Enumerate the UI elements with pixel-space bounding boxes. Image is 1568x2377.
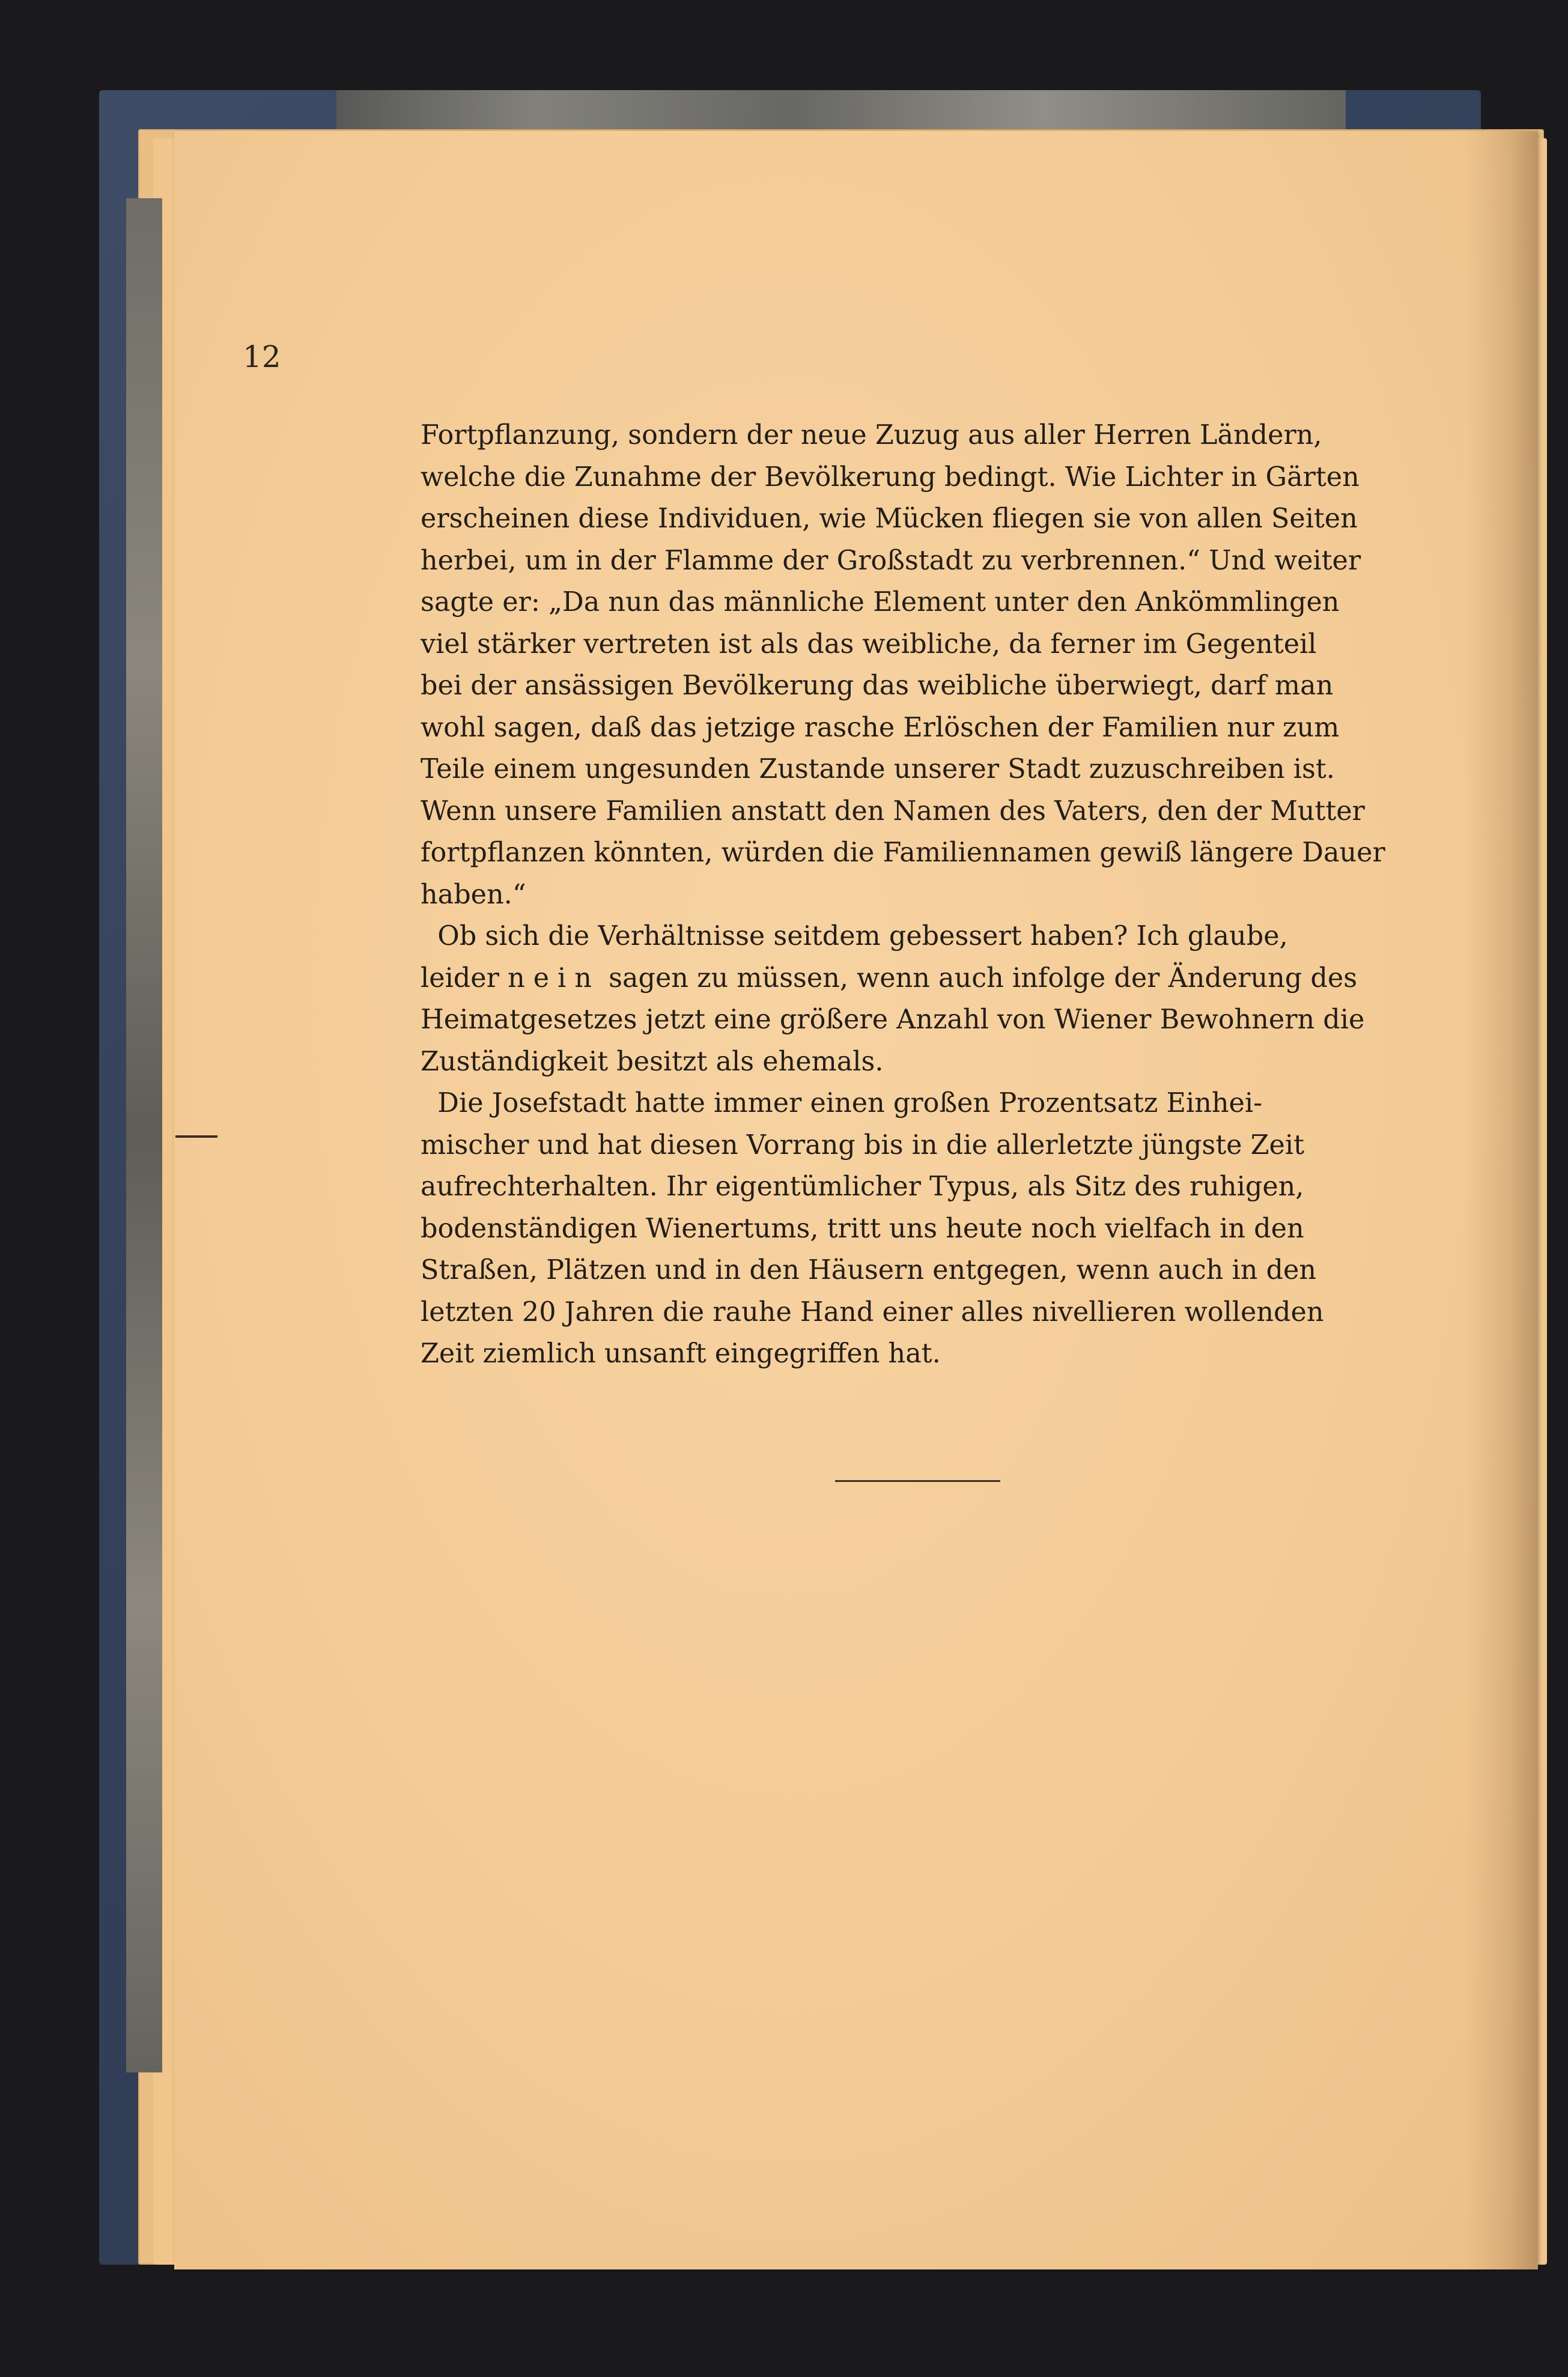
text-line: viel stärker vertreten ist als das weibliche, da ferner im Gegenteil (421, 628, 1317, 660)
text-line: aufrechterhalten. Ihr eigentümlicher Typus, als Sitz des ruhigen, (421, 1171, 1304, 1202)
text-line: Heimatgesetzes jetzt eine größere Anzahl von Wiener Bewohnern die (421, 1004, 1365, 1035)
text-line: Zuständigkeit besitzt als ehemals. (421, 1046, 884, 1077)
text-line: herbei, um in der Flamme der Großstadt zu verbrennen.“ Und weiter (421, 545, 1361, 576)
text-line: Teile einem ungesunden Zustande unserer Stadt zuzuschreiben ist. (421, 754, 1335, 785)
marbled-edge-left (126, 198, 162, 2072)
emphasis-nein: nein (508, 962, 600, 994)
end-rule (835, 1480, 1000, 1482)
word-leider: leider (421, 962, 499, 994)
text-line: welche die Zunahme der Bevölkerung bedingt. Wie Lichter in Gärten (421, 461, 1360, 493)
marbled-edge-top (336, 90, 1346, 132)
page-number: 12 (243, 339, 281, 374)
text-line: Ob sich die Verhältnisse seitdem gebessert haben? Ich glaube, (437, 921, 1288, 952)
body-text (421, 414, 1427, 1375)
text-line: Fortpflanzung, sondern der neue Zuzug aus aller Herren Ländern, (421, 420, 1322, 451)
text-line: erscheinen diese Individuen, wie Mücken fliegen sie von allen Seiten (421, 503, 1358, 534)
text-line: Straßen, Plätzen und in den Häusern entgegen, wenn auch in den (421, 1255, 1317, 1286)
paragraph-2 (421, 915, 1427, 1082)
text-line: mischer und hat diesen Vorrang bis in die allerletzte jüngste Zeit (421, 1129, 1304, 1161)
paragraph-3 (421, 1082, 1427, 1375)
text-line: bei der ansässigen Bevölkerung das weibliche überwiegt, darf man (421, 670, 1334, 701)
page-gutter-shadow (1466, 131, 1538, 2269)
text-line: wohl sagen, daß das jetzige rasche Erlöschen der Familien nur zum (421, 712, 1340, 743)
text-line: bodenständigen Wienertums, tritt uns heute noch vielfach in den (421, 1213, 1304, 1244)
text-line: sagte er: „Da nun das männliche Element unter den Ankömmlingen (421, 587, 1340, 618)
text-line: Die Josefstadt hatte immer einen großen Prozentsatz Einhei- (437, 1088, 1263, 1119)
text-line: Zeit ziemlich unsanft eingegriffen hat. (421, 1338, 941, 1369)
page-mark (175, 1135, 217, 1138)
paragraph-1 (421, 414, 1427, 915)
text-line: sagen zu müssen, wenn auch infolge der Änderung des (609, 962, 1358, 994)
text-line: haben.“ (421, 879, 526, 910)
text-line: Wenn unsere Familien anstatt den Namen des Vaters, den der Mutter (421, 795, 1365, 827)
text-line: fortpflanzen könnten, würden die Familiennamen gewiß längere Dauer (421, 837, 1385, 868)
text-line: letzten 20 Jahren die rauhe Hand einer alles nivellieren wollenden (421, 1296, 1324, 1328)
